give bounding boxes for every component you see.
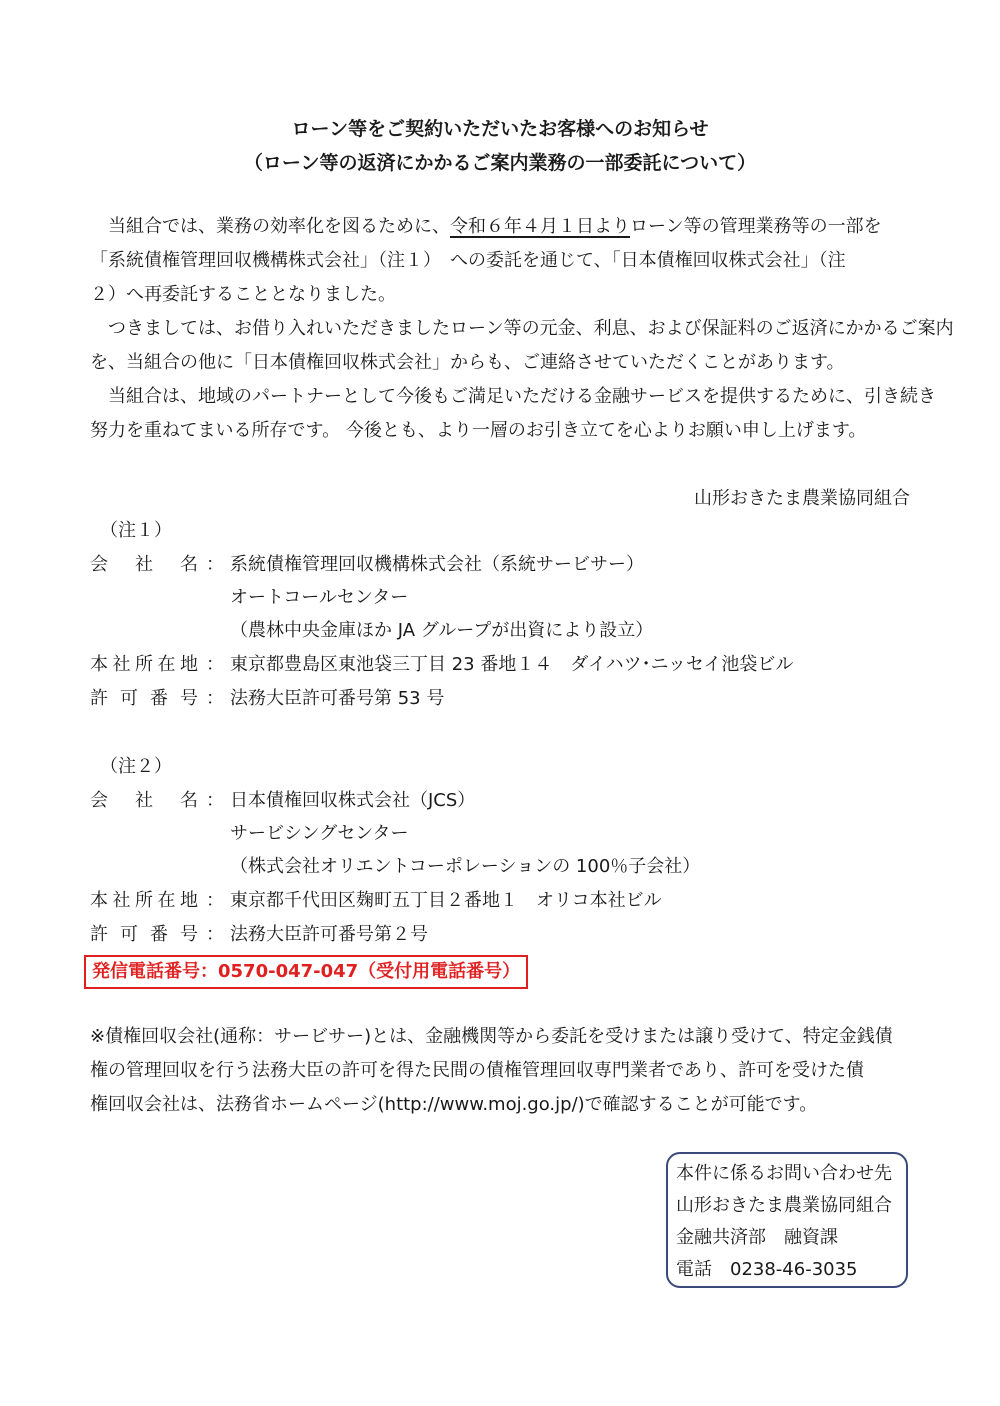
body-line: つきましては、お借り入れいただきましたローン等の元金、利息、および保証料のご返済にかかるご案内 xyxy=(90,318,954,339)
document-subtitle: （ローン等の返済にかかるご案内業務の一部委託について） xyxy=(243,152,757,174)
body-paragraphs xyxy=(90,210,954,448)
note1-license-row xyxy=(90,682,930,716)
caller-phone-notice: 発信電話番号：0570-047-047（受付用電話番号） xyxy=(84,955,528,989)
company-value: 日本債権回収株式会社（JCS） xyxy=(230,790,476,811)
note1-heading: （注１） xyxy=(100,520,172,541)
colon: ： xyxy=(206,688,224,709)
body-line xyxy=(90,210,920,244)
company-label: 会社名 xyxy=(90,554,198,575)
note1-company-sub1-row xyxy=(90,581,930,615)
license-value: 法務大臣許可番号第２号 xyxy=(230,924,428,945)
license-value: 法務大臣許可番号第 53 号 xyxy=(230,688,445,709)
note1-company-row xyxy=(90,548,930,582)
note1-section xyxy=(90,516,930,709)
note1-company-sub2-row xyxy=(90,614,930,648)
contact-info-box xyxy=(666,1152,908,1288)
contact-department: 金融共済部 融資課 xyxy=(676,1227,838,1248)
organization-signature: 山形おきたま農業協同組合 xyxy=(694,488,910,509)
servicer-footnote xyxy=(90,1020,920,1122)
company-sub1: サービシングセンター xyxy=(230,823,409,844)
company-label: 会社名 xyxy=(90,790,198,811)
body-line: 「系統債権管理回収機構株式会社」（注１） への委託を通じて、「日本債権回収株式会社」（注 xyxy=(90,250,846,271)
note2-company-row xyxy=(90,784,930,818)
note2-company-sub2-row xyxy=(90,850,930,884)
body-line: ２）へ再委託することとなりました。 xyxy=(90,284,396,305)
body-text-segment: ローン等の管理業務等の一部を xyxy=(630,216,882,237)
footnote-line: ※債権回収会社(通称：サービサー)とは、金融機関等から委託を受けまたは譲り受けて、特定金銭債 xyxy=(90,1026,893,1047)
colon: ： xyxy=(206,554,224,575)
company-value: 系統債権管理回収機構株式会社（系統サービサー） xyxy=(230,554,644,575)
company-sub2: （農林中央金庫ほか JA グループが出資により設立） xyxy=(230,620,654,641)
body-line: 努力を重ねてまいる所存です。 今後とも、より一層のお引き立てを心よりお願い申し上げます。 xyxy=(90,420,867,441)
note2-section xyxy=(90,752,930,952)
note2-address-row xyxy=(90,884,930,918)
footnote-line: 権回収会社は、法務省ホームページ(http://www.moj.go.jp/)で確認することが可能です。 xyxy=(90,1094,818,1115)
contact-organization: 山形おきたま農業協同組合 xyxy=(676,1195,892,1216)
address-label: 本社所在地 xyxy=(90,890,198,911)
footnote-line: 権の管理回収を行う法務大臣の許可を得た民間の債権管理回収専門業者であり、許可を受けた債 xyxy=(90,1060,864,1081)
body-text-segment: 当組合では、業務の効率化を図るために、 xyxy=(90,216,450,237)
note2-heading: （注２） xyxy=(100,756,172,777)
contact-heading: 本件に係るお問い合わせ先 xyxy=(676,1163,892,1184)
company-sub2: （株式会社オリエントコーポレーションの 100％子会社） xyxy=(230,856,701,877)
address-label: 本社所在地 xyxy=(90,654,198,675)
colon: ： xyxy=(206,924,224,945)
body-line: を、当組合の他に「日本債権回収株式会社」からも、ご連絡させていただくことがあります。 xyxy=(90,352,845,373)
address-value: 東京都千代田区麹町五丁目２番地１ オリコ本社ビル xyxy=(230,890,662,911)
address-value: 東京都豊島区東池袋三丁目 23 番地１４ ダイハツ･ニッセイ池袋ビル xyxy=(230,654,794,675)
note1-address-row xyxy=(90,648,930,682)
license-label: 許可番号 xyxy=(90,924,198,945)
body-line: 当組合は、地域のパートナーとして今後もご満足いただける金融サービスを提供するために、引き続き xyxy=(90,386,936,407)
effective-date: 令和６年４月１日より xyxy=(450,216,630,237)
note2-company-sub1-row xyxy=(90,817,930,851)
colon: ： xyxy=(206,790,224,811)
colon: ： xyxy=(206,890,224,911)
note2-license-row xyxy=(90,918,930,952)
company-sub1: オートコールセンター xyxy=(230,587,409,608)
document-title: ローン等をご契約いただいたお客様へのお知らせ xyxy=(291,118,709,140)
contact-phone: 電話 0238-46-3035 xyxy=(676,1259,858,1280)
license-label: 許可番号 xyxy=(90,688,198,709)
colon: ： xyxy=(206,654,224,675)
